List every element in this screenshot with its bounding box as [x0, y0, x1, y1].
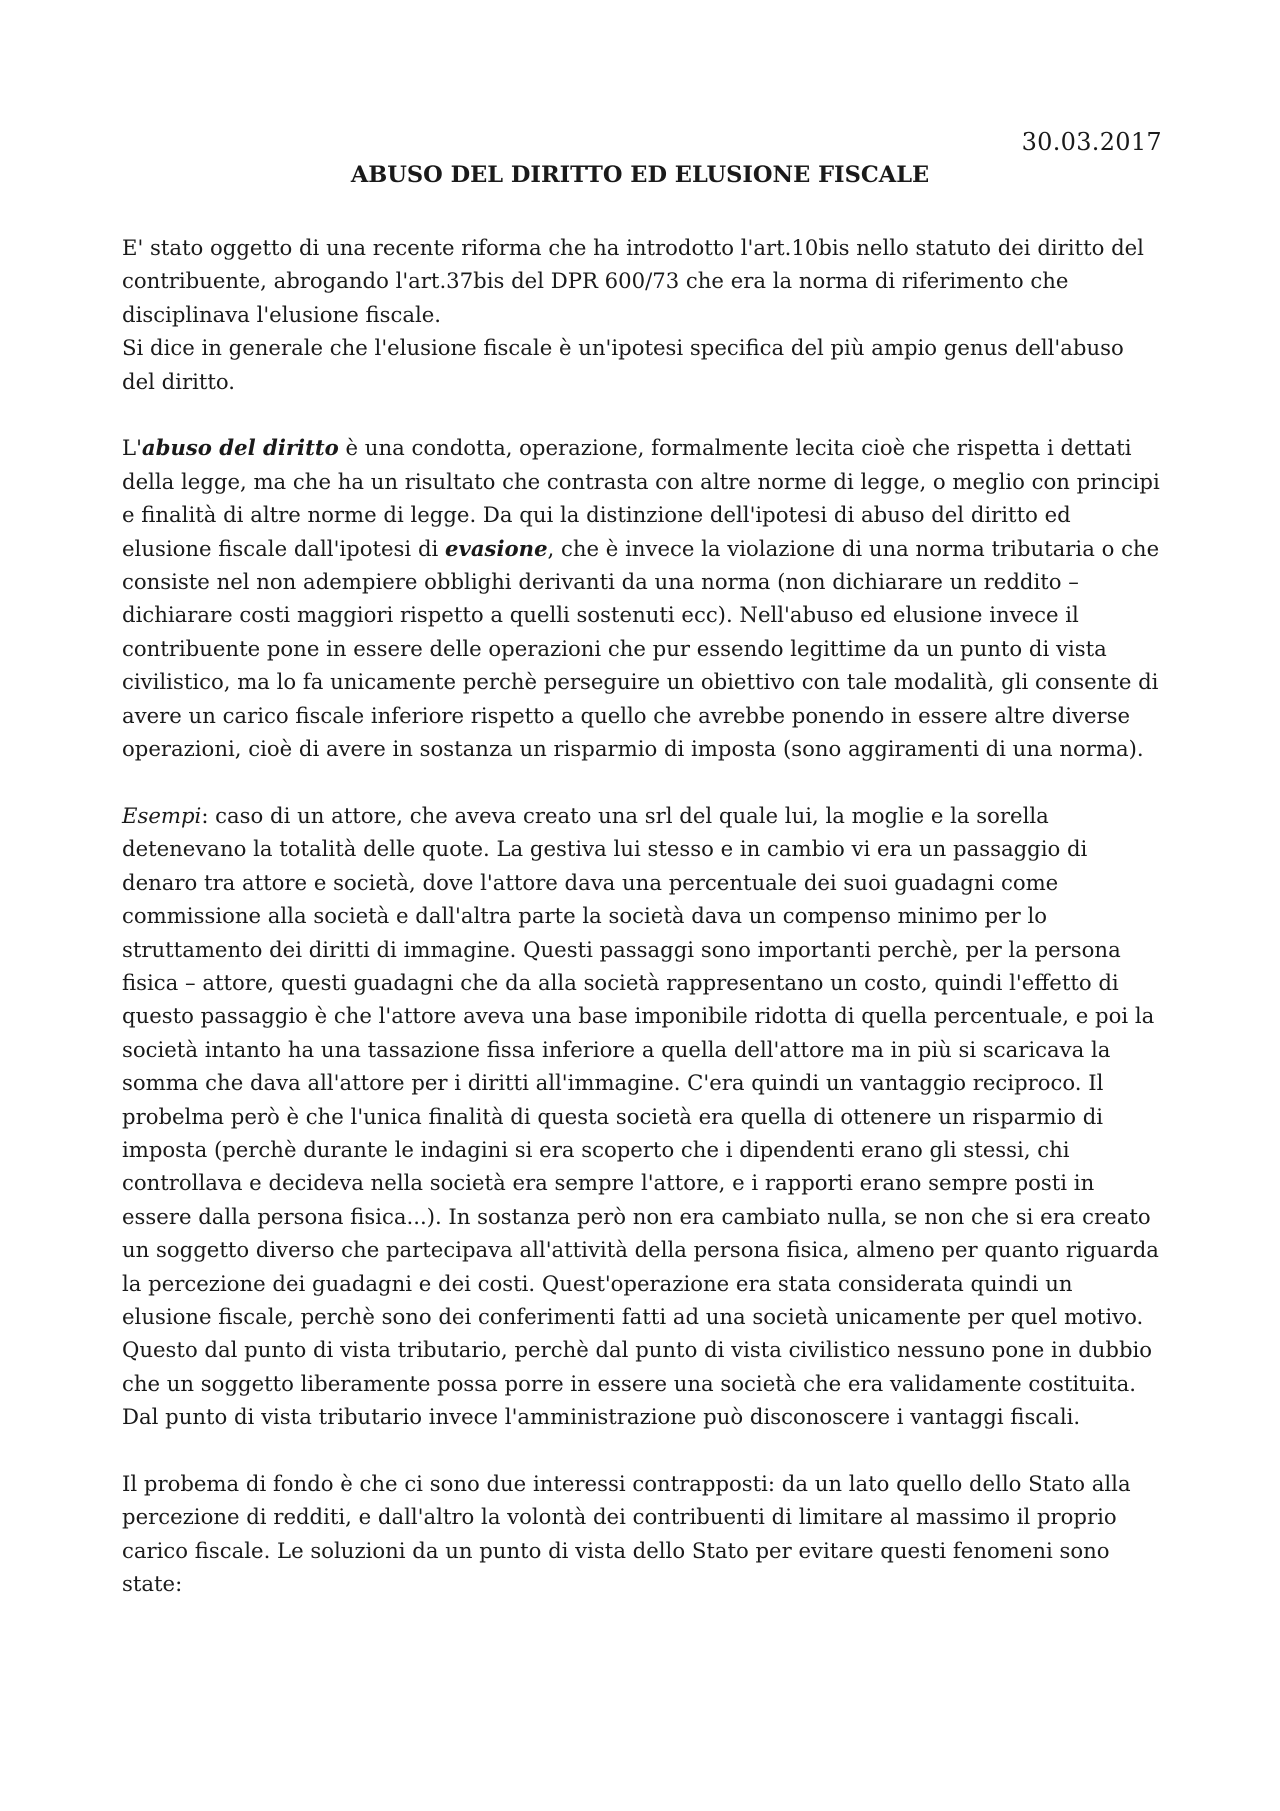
abuso-text-1: è una condotta, operazione, formalmente lecita cioè che rispetta i dettati della legge, ma che ha un risultato che contrasta con altre norme di legge, o meglio con principi e finalità di altre norme di legge. Da qui la distinzione dell'ipotesi di abuso del diritto ed elusione fiscale dall'ipotesi di — [122, 435, 1160, 561]
esempi-text: : caso di un attore, che aveva creato una srl del quale lui, la moglie e la sorella detenevano la totalità delle quote. La gestiva lui stesso e in cambio vi era un passaggio di denaro tra attore e società, dove l'attore dava una percentuale dei suoi guadagni come commissione alla società e dall'altra parte la società dava un compenso minimo per lo struttamento dei diritti di immagine. Questi passaggi sono importanti perchè, per la persona fisica – attore, questi guadagni che da alla società rappresentano un costo, quindi l'effetto di questo passaggio è che l'attore aveva una base imponibile ridotta di quella percentuale, e poi la società intanto ha una tassazione fissa inferiore a quella dell'attore ma in più si scaricava la somma che dava all'attore per i diritti all'immagine. C'era quindi un vantaggio reciproco. Il probelma però è che l'unica finalità di questa società era quella di ottenere un risparmio di imposta (perchè durante le indagini si era scoperto che i dipendenti erano gli stessi, chi controllava e decideva nella società era sempre l'attore, e i rapporti erano sempre posti in essere dalla persona fisica...). In sostanza però non era cambiato nulla, se non che si era creato un soggetto diverso che partecipava all'attività della persona fisica, almeno per quanto riguarda la percezione dei guadagni e dei costi. Quest'operazione era stata considerata quindi un elusione fiscale, perchè sono dei conferimenti fatti ad una società unicamente per quel motivo. Questo dal punto di vista tributario, perchè dal punto di vista civilistico nessuno pone in dubbio che un soggetto liberamente possa porre in essere una società che era validamente costituita. Dal punto di vista tributario invece l'amministrazione può disconoscere i vantaggi fiscali. — [122, 802, 1159, 1430]
esempi-label: Esempi — [122, 802, 202, 828]
abuso-text-2: , che è invece la violazione di una norma tributaria o che consiste nel non adempiere obblighi derivanti da una norma (non dichiarare un reddito – dichiarare costi maggiori rispetto a quelli sostenuti ecc). Nell'abuso ed elusione invece il contribuente pone in essere delle operazioni che pur essendo legittime da un punto di vista civilistico, ma lo fa unicamente perchè perseguire un obiettivo con tale modalità, gli consente di avere un carico fiscale inferiore rispetto a quello che avrebbe ponendo in essere altre diverse operazioni, cioè di avere in sostanza un risparmio di imposta (sono aggiramenti di una norma). — [122, 535, 1160, 762]
term-abuso-del-diritto: abuso del diritto — [141, 435, 339, 461]
paragraph-esempi — [122, 799, 1162, 1434]
document-body — [122, 231, 1162, 1601]
paragraph-interessi: Il probema di fondo è che ci sono due interessi contrapposti: da un lato quello dello Stato alla percezione di redditi, e dall'altro la volontà dei contribuenti di limitare al massimo il proprio carico fiscale. Le soluzioni da un punto di vista dello Stato per evitare questi fenomeni sono state: — [122, 1470, 1131, 1597]
document-date: 30.03.2017 — [1021, 128, 1162, 156]
paragraph-gap — [122, 398, 1162, 431]
paragraph-gap — [122, 1434, 1162, 1467]
abuso-prefix: L' — [122, 435, 142, 461]
paragraph-gap — [122, 765, 1162, 798]
paragraph-genus: Si dice in generale che l'elusione fiscale è un'ipotesi specifica del più ampio genus dell'abuso del diritto. — [122, 335, 1124, 394]
document-title: ABUSO DEL DIRITTO ED ELUSIONE FISCALE — [350, 162, 930, 188]
paragraph-abuso-definition — [122, 431, 1162, 765]
term-evasione: evasione — [445, 535, 548, 561]
paragraph-intro: E' stato oggetto di una recente riforma che ha introdotto l'art.10bis nello statuto dei diritto del contribuente, abrogando l'art.37bis del DPR 600/73 che era la norma di riferimento che disciplinava l'elusione fiscale. — [122, 235, 1144, 327]
